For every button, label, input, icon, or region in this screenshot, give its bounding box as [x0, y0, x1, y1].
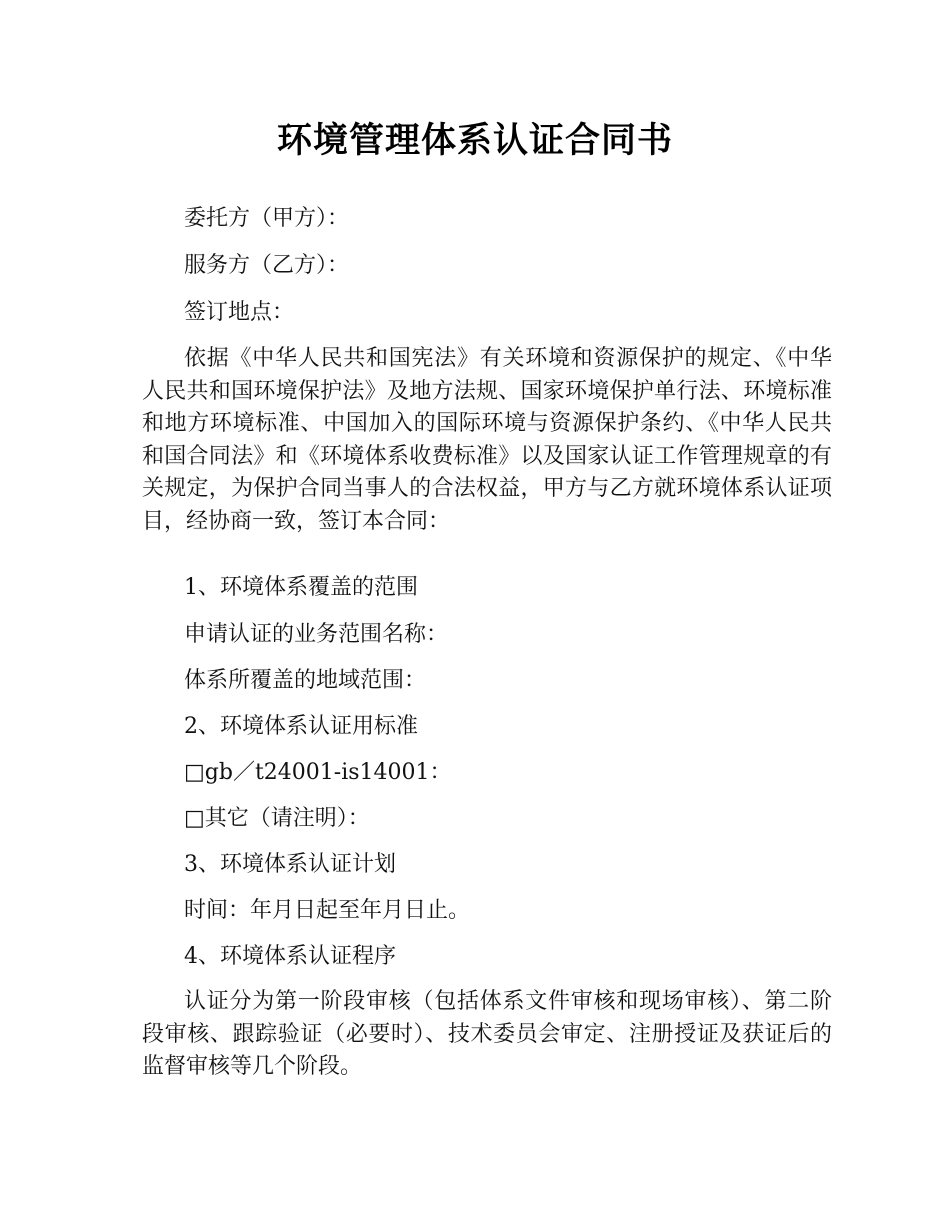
party-a-line: 委托方（甲方）： — [184, 206, 350, 231]
preamble-paragraph: 依据《中华人民共和国宪法》有关环境和资源保护的规定、《中华人民共和国环境保护法》及地方法规、国家环境保护单行法、环境标准和地方环境标准、中国加入的国际环境与资源保护条约、《中华人民共和国合同法》和《环境体系收费标准》以及国家认证工作管理规章的有关规定，为保护合同当事人的合法权益，甲方与乙方就环境体系认证项目，经协商一致，签订本合同： — [142, 346, 832, 534]
section-1-heading: 1、环境体系覆盖的范围 — [184, 575, 418, 600]
procedure-paragraph: 认证分为第一阶段审核（包括体系文件审核和现场审核）、第二阶段审核、跟踪验证（必要时）、技术委员会审定、注册授证及获证后的监督审核等几个阶段。 — [142, 989, 832, 1080]
schedule-time-field: 时间：年月日起至年月日止。 — [184, 898, 471, 923]
section-4-heading: 4、环境体系认证程序 — [184, 944, 396, 969]
business-scope-field: 申请认证的业务范围名称： — [184, 622, 449, 647]
standard-option-other: □其它（请注明）： — [184, 806, 370, 831]
standard-option-gb: □gb／t24001-is14001： — [184, 760, 452, 785]
sign-place-line: 签订地点： — [184, 300, 295, 325]
geo-scope-field: 体系所覆盖的地域范围： — [184, 668, 427, 693]
section-2-heading: 2、环境体系认证用标准 — [184, 714, 418, 739]
page-title: 环境管理体系认证合同书 — [276, 121, 673, 161]
party-b-line: 服务方（乙方）： — [184, 253, 350, 278]
section-3-heading: 3、环境体系认证计划 — [184, 852, 396, 877]
